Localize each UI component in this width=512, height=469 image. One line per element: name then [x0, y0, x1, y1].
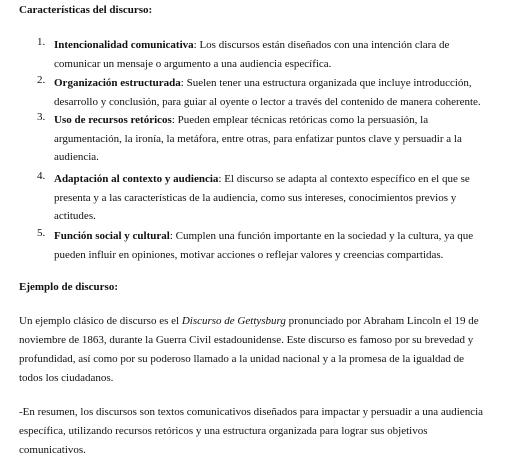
list-item-term: Adaptación al contexto y audiencia: [54, 173, 219, 185]
list-item-desc-line: argumentación, la ironía, la metáfora, entre otras, para enfatizar puntos clave y persuadir a la: [54, 132, 462, 145]
list-item-desc-line: : El discurso se adapta al contexto específico en el que se: [218, 173, 470, 185]
list-item-number: 3.: [37, 111, 46, 123]
list-item-desc-line: desarrollo y conclusión, para guiar al oyente o lector a través del contenido de manera coherente.: [54, 95, 481, 108]
list-item-desc-line: : Cumplen una función importante en la sociedad y la cultura, ya que: [169, 230, 474, 242]
list-item-number: 4.: [37, 170, 46, 182]
list-item-desc-line: audiencia.: [54, 151, 99, 164]
example-text-post: pronunciado por Abraham Lincoln el 19 de: [285, 315, 479, 327]
list-item-text: [54, 111, 494, 167]
list-item-desc-line: actitudes.: [54, 210, 96, 223]
list-item-text: [54, 74, 494, 111]
list-item-term: Intencionalidad comunicativa: [54, 39, 194, 51]
section-heading-caracteristicas: Características del discurso:: [19, 4, 153, 16]
list-item-text: [54, 227, 494, 264]
list-item-desc-line: : Pueden emplear técnicas retóricas como la persuasión, la: [171, 114, 429, 126]
example-paragraph: [19, 312, 499, 388]
list-item-desc-line: : Los discursos están diseñados con una intención clara de: [193, 39, 450, 51]
list-item-desc-line: : Suelen tener una estructura organizada que incluye introducción,: [180, 77, 472, 89]
list-item-term: Organización estructurada: [54, 77, 181, 89]
list-item-term: Función social y cultural: [54, 230, 170, 242]
list-item-term: Uso de recursos retóricos: [54, 114, 172, 126]
summary-line: específica, utilizando recursos retóricos y una estructura organizada para lograr sus objetivos: [19, 425, 428, 437]
list-item-number: 1.: [37, 36, 46, 48]
example-line: profundidad, así como por su poderoso llamado a la unidad nacional y a la promesa de la igualdad de: [19, 353, 465, 365]
section-heading-ejemplo: Ejemplo de discurso:: [19, 281, 118, 293]
summary-paragraph: [19, 403, 499, 460]
list-item-text: [54, 170, 494, 226]
list-item-text: [54, 36, 494, 73]
list-item-desc-line: comunicar un mensaje o argumento a una audiencia específica.: [54, 57, 332, 70]
summary-line: comunicativos.: [19, 444, 86, 456]
list-item-desc-line: pueden influir en opiniones, motivar acciones o reflejar valores y creencias compartidas.: [54, 248, 444, 261]
example-line: todos los ciudadanos.: [19, 372, 114, 384]
example-text-pre: Un ejemplo clásico de discurso es el: [19, 315, 182, 327]
summary-line: -En resumen, los discursos son textos comunicativos diseñados para impactar y persuadir a una audiencia: [19, 406, 484, 418]
list-item-desc-line: presenta y a las características de la audiencia, como sus intereses, conocimientos previos y: [54, 191, 457, 204]
example-line: noviembre de 1863, durante la Guerra Civil estadounidense. Este discurso es famoso por su brevedad y: [19, 334, 474, 346]
list-item-number: 2.: [37, 74, 46, 86]
list-item-number: 5.: [37, 227, 46, 239]
speech-title: Discurso de Gettysburg: [181, 315, 286, 327]
